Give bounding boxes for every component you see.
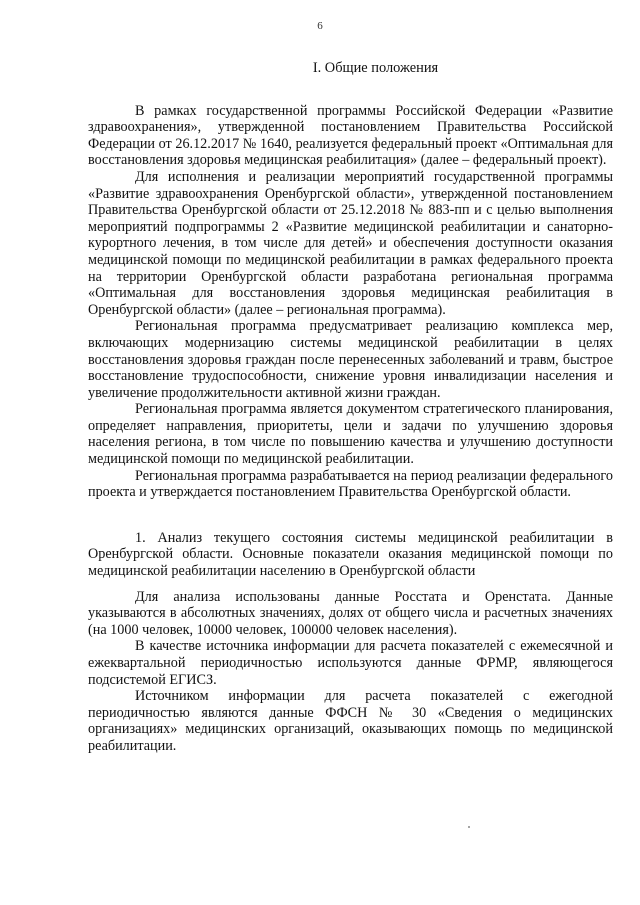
paragraph-program-period: Региональная программа разрабатывается на период реализации федерального проекта и утверждается постановлением Правительства Оренбургской области. — [88, 467, 613, 501]
paragraph-federal-project: В рамках государственной программы Российской Федерации «Развитие здравоохранения», утвержденной постановлением Правительства Российской Федерации от 26.12.2017 № 1640, реализуется федеральный проект «Оптимальная для восстановления здоровья медицинская реабилитация» (далее – федеральный проект). — [88, 102, 613, 169]
analysis-section-title: 1. Анализ текущего состояния системы медицинской реабилитации в Оренбургской области. Основные показатели оказания медицинской помощи по медицинской реабилитации населению в Оренбургской области — [88, 529, 613, 580]
section-spacer — [88, 501, 613, 530]
paragraph-annual-source: Источником информации для расчета показателей с ежегодной периодичностью являются данные ФФСН № 30 «Сведения о медицинских организациях» медицинских организаций, оказывающих помощь по медицинской реабилитации. — [88, 688, 613, 754]
paragraph-monthly-source: В качестве источника информации для расчета показателей с ежемесячной и ежеквартальной периодичностью используются данные ФРМР, являющегося подсистемой ЕГИСЗ. — [88, 638, 613, 688]
scan-speck — [468, 826, 470, 828]
paragraph-strategic-document: Региональная программа является документом стратегического планирования, определяет направления, приоритеты, цели и задачи по улучшению здоровья населения региона, в том числе по повышению качества и улучшению доступности медицинской помощи по медицинской реабилитации. — [88, 401, 613, 468]
paragraph-data-sources: Для анализа использованы данные Росстата и Оренстата. Данные указываются в абсолютных значениях, долях от общего числа и расчетных значениях (на 1000 человек, 10000 человек, 100000 человек населения). — [88, 588, 613, 638]
document-body — [88, 60, 613, 755]
paragraph-program-measures: Региональная программа предусматривает реализацию комплекса мер, включающих модернизацию системы медицинской реабилитации в целях восстановления здоровья граждан после перенесенных заболеваний и травм, быстрое восстановление трудоспособности, снижение уровня инвалидизации населения и увеличение продолжительности активной жизни граждан. — [88, 318, 613, 401]
section-heading: I. Общие положения — [312, 60, 439, 76]
page-number: 6 — [317, 20, 323, 32]
paragraph-state-program: Для исполнения и реализации мероприятий государственной программы «Развитие здравоохранения Оренбургской области», утвержденной постановлением Правительства Оренбургской области от 25.12.2018 № 883-пп и с целью выполнения мероприятий подпрограммы 2 «Развитие медицинской реабилитации и санаторно-курортного лечения, в том числе для детей» и обеспечения доступности оказания медицинской помощи по медицинской реабилитации в рамках федерального проекта на территории Оренбургской области разработана региональная программа «Оптимальная для восстановления здоровья медицинская реабилитация в Оренбургской области» (далее – региональная программа). — [88, 168, 613, 318]
